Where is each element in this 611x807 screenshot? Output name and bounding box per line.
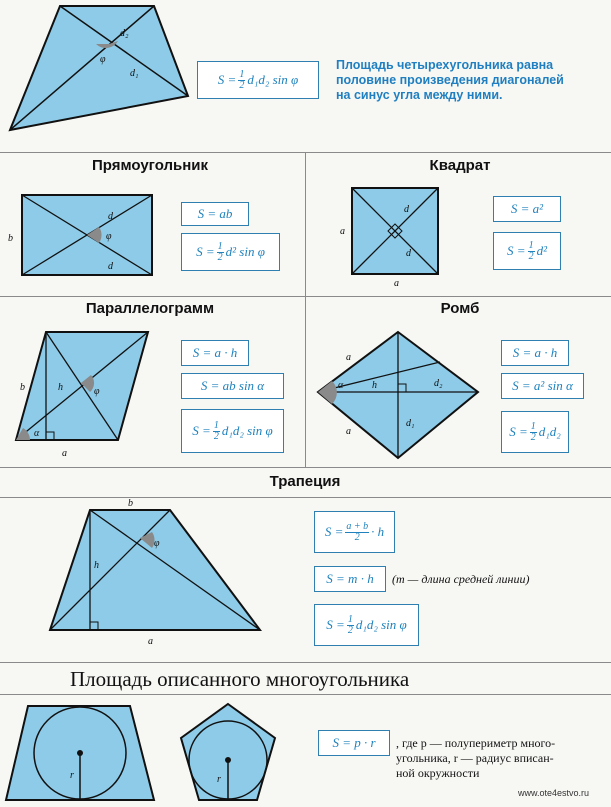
trapezoid-formula-diagonal: S = $\frac{1}{2}$ d₁d₂ sin φ bbox=[314, 604, 419, 646]
rhombus-d1-label: d₁ bbox=[406, 418, 415, 429]
rhombus-d2-label: d₂ bbox=[434, 378, 443, 389]
d2-label: d₂ bbox=[120, 28, 129, 39]
rectangle-formula-area: S = ab bbox=[181, 202, 249, 226]
square-figure bbox=[330, 180, 440, 290]
watermark: www.ote4estvo.ru bbox=[518, 788, 590, 798]
square-a-bottom-label: a bbox=[394, 278, 399, 289]
parallelogram-phi-label: φ bbox=[94, 386, 100, 397]
rectangle-formula-diagonal: S = $\frac{1}{2}$ d² sin φ bbox=[181, 233, 280, 271]
rectangle-d-top-label: d bbox=[108, 211, 113, 222]
square-formula-area: S = a² bbox=[493, 196, 561, 222]
square-formula-diagonal: S = $\frac{1}{2}$ d² bbox=[493, 232, 561, 270]
divider bbox=[305, 152, 306, 467]
parallelogram-formula-sine: S = ab sin α bbox=[181, 373, 284, 399]
pentagon-radius-label: r bbox=[217, 774, 221, 785]
divider bbox=[0, 497, 611, 498]
d1-label: d₁ bbox=[130, 68, 139, 79]
trapezoid-radius-label: r bbox=[70, 770, 74, 781]
circumscribed-pentagon-figure bbox=[175, 702, 295, 802]
rhombus-a-bottom-label: a bbox=[346, 426, 351, 437]
trapezoid-b-label: b bbox=[128, 498, 133, 509]
square-title: Квадрат bbox=[429, 157, 491, 174]
rhombus-title: Ромб bbox=[440, 300, 480, 317]
circumscribed-formula: S = p · r bbox=[318, 730, 390, 756]
rhombus-formula-diagonal: S = $\frac{1}{2}$ d₁d₂ bbox=[501, 411, 569, 453]
parallelogram-a-label: a bbox=[62, 448, 67, 459]
circumscribed-note: , где p — полупериметр много- угольника, r — радиус вписан- ной окружности bbox=[396, 736, 556, 780]
square-d-top-label: d bbox=[404, 204, 409, 215]
quadrilateral-note: Площадь четырехугольника равна половине произведения диагоналей на синус угла между ними. bbox=[336, 58, 564, 102]
rectangle-phi-label: φ bbox=[106, 231, 112, 242]
square-a-left-label: a bbox=[340, 226, 345, 237]
parallelogram-b-label: b bbox=[20, 382, 25, 393]
parallelogram-title: Параллелограмм bbox=[85, 300, 215, 317]
parallelogram-formula-height: S = a · h bbox=[181, 340, 249, 366]
rectangle-figure bbox=[0, 185, 170, 285]
divider bbox=[0, 662, 611, 663]
rectangle-title: Прямоугольник bbox=[91, 157, 209, 174]
parallelogram-formula-diagonal: S = $\frac{1}{2}$ d₁d₂ sin φ bbox=[181, 409, 284, 453]
trapezoid-formula-m: S = m · h bbox=[314, 566, 386, 592]
trapezoid-formula-midline: S = $\frac{a + b}{2}$ · h bbox=[314, 511, 395, 553]
trapezoid-a-label: a bbox=[148, 636, 153, 647]
square-d-bottom-label: d bbox=[406, 248, 411, 259]
rhombus-formula-height: S = a · h bbox=[501, 340, 569, 366]
parallelogram-alpha-label: α bbox=[34, 428, 40, 439]
rhombus-a-top-label: a bbox=[346, 352, 351, 363]
rectangle-d-bottom-label: d bbox=[108, 261, 113, 272]
phi-label: φ bbox=[100, 54, 106, 65]
trapezoid-midline-note: (m — длина средней линии) bbox=[392, 572, 530, 586]
parallelogram-figure bbox=[0, 320, 150, 460]
trapezoid-h-label: h bbox=[94, 560, 99, 571]
divider bbox=[0, 467, 611, 468]
parallelogram-h-label: h bbox=[58, 382, 63, 393]
quadrilateral-figure bbox=[0, 0, 200, 140]
quadrilateral-formula: S = $\frac{1}{2}$ d₁d₂ sin φ bbox=[197, 61, 319, 99]
trapezoid-phi-label: φ bbox=[154, 538, 160, 549]
circumscribed-trapezoid-figure bbox=[4, 702, 164, 802]
circumscribed-title: Площадь описанного многоугольника bbox=[70, 667, 410, 691]
divider bbox=[0, 694, 611, 695]
rhombus-alpha-label: α bbox=[338, 380, 344, 391]
rhombus-h-label: h bbox=[372, 380, 377, 391]
rhombus-figure bbox=[310, 320, 490, 460]
rectangle-b-label: b bbox=[8, 233, 13, 244]
trapezoid-title: Трапеция bbox=[269, 473, 341, 490]
rhombus-formula-sine: S = a² sin α bbox=[501, 373, 584, 399]
trapezoid-figure bbox=[40, 498, 280, 647]
